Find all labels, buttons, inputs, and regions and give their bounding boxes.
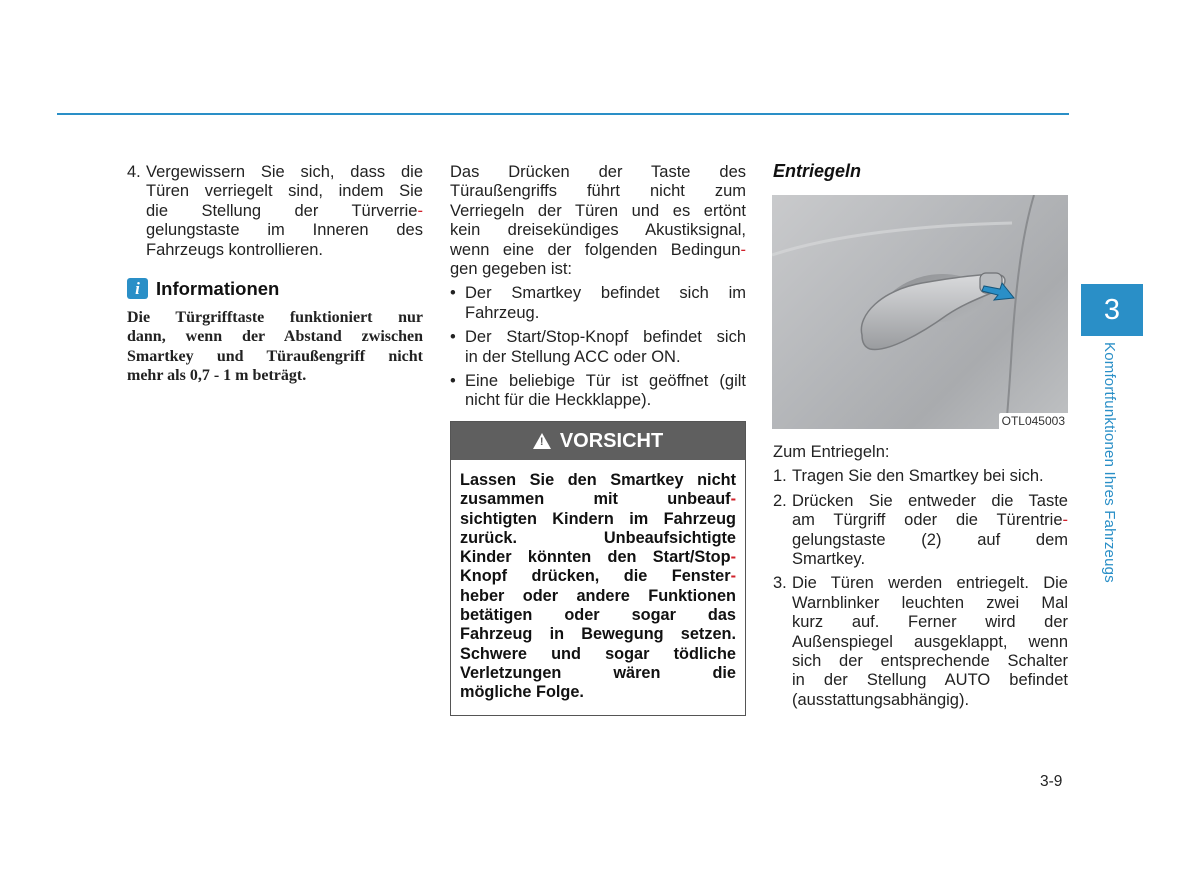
info-heading [127, 278, 423, 299]
line: Der Smartkey befindet sich im [465, 284, 746, 303]
line: gen gegeben ist: [450, 260, 573, 279]
bullet-item [450, 284, 746, 323]
bullet-mark: • [450, 372, 456, 391]
list-number: 3. [773, 574, 787, 593]
line: Die Türgrifftaste funktioniert nur [127, 309, 423, 327]
bullet-mark: • [450, 328, 456, 347]
line: Fahrzeugs kontrollieren. [146, 240, 324, 259]
line: Verriegeln der Türen und es ertönt [450, 201, 746, 220]
line: zurück. Unbeaufsichtigte [460, 528, 736, 547]
list-number: 2. [773, 491, 787, 510]
line: sich der entsprechende Schalter [792, 652, 1068, 671]
bullet-item [450, 372, 746, 411]
door-handle-illustration [772, 195, 1068, 429]
info-icon: i [127, 278, 148, 299]
line: sichtigten Kindern im Fahrzeug [460, 509, 736, 528]
list-number: 1. [773, 467, 787, 486]
line: am Türgriff oder die Türentrie- [792, 511, 1068, 530]
line: Das Drücken der Taste des [450, 163, 746, 181]
door-handle-image [772, 195, 1068, 429]
image-caption: OTL045003 [999, 413, 1068, 429]
line: Vergewissern Sie sich, dass die [146, 163, 423, 181]
line: Tragen Sie den Smartkey bei sich. [792, 467, 1044, 486]
column-1 [127, 163, 423, 385]
warning-header [451, 422, 745, 460]
list-item-3 [773, 574, 1068, 710]
bullet-mark: • [450, 284, 456, 303]
line: Die Türen werden entriegelt. Die [792, 574, 1068, 593]
page-number: 3-9 [1040, 773, 1063, 790]
line: Verletzungen wären die [460, 663, 736, 682]
line: Knopf drücken, die Fenster- [460, 567, 736, 586]
line: Fahrzeug in Bewegung setzen. [460, 625, 736, 644]
column-2 [450, 163, 746, 411]
intro-line: Zum Entriegeln: [773, 443, 890, 461]
line: Smartkey und Türaußengriff nicht [127, 347, 423, 365]
warning-body [451, 460, 745, 703]
line: gelungstaste (2) auf dem [792, 530, 1068, 549]
line: in der Stellung ACC oder ON. [465, 347, 681, 366]
line: Drücken Sie entweder die Taste [792, 491, 1068, 510]
bullet-item [450, 328, 746, 367]
line: die Stellung der Türverrie- [146, 201, 423, 220]
line: Außenspiegel ausgeklappt, wenn [792, 632, 1068, 651]
header-rule [57, 113, 1069, 115]
line: Der Start/Stop-Knopf befindet sich [465, 328, 746, 347]
line: dann, wenn der Abstand zwischen [127, 328, 423, 346]
info-body [127, 308, 423, 385]
line: Schwere und sogar tödliche [460, 644, 736, 663]
column-3 [773, 443, 1068, 710]
line: Smartkey. [792, 550, 866, 569]
line: Türaußengriffs führt nicht zum [450, 182, 746, 201]
line: heber oder andere Funktionen [460, 586, 736, 605]
line: zusammen mit unbeauf- [460, 490, 736, 509]
line: betätigen oder sogar das [460, 606, 736, 625]
info-title: Informationen [156, 277, 280, 299]
warning-triangle-icon: ! [533, 433, 551, 449]
line: Fahrzeug. [465, 303, 540, 322]
line: Kinder könnten den Start/Stop- [460, 548, 736, 567]
list-number: 4. [127, 163, 141, 181]
intro-paragraph [450, 163, 746, 279]
chapter-tab: 3 [1081, 284, 1143, 336]
line: (ausstattungsabhängig). [792, 690, 970, 709]
warning-box [450, 421, 746, 716]
line: nicht für die Heckklappe). [465, 391, 652, 410]
list-item-1 [773, 467, 1068, 486]
line: Eine beliebige Tür ist geöffnet (gilt [465, 372, 746, 391]
chapter-title: Komfortfunktionen Ihres Fahrzeugs [1101, 342, 1118, 583]
line: mehr als 0,7 - 1 m beträgt. [127, 366, 307, 384]
section-title: Entriegeln [773, 161, 862, 181]
warning-title: VORSICHT [559, 429, 664, 452]
line: mögliche Folge. [460, 683, 584, 702]
line: kurz auf. Ferner wird der [792, 613, 1068, 632]
list-item-4 [127, 163, 423, 260]
line: gelungstaste im Inneren des [146, 221, 423, 240]
line: Warnblinker leuchten zwei Mal [792, 593, 1068, 612]
line: Türen verriegelt sind, indem Sie [146, 182, 423, 201]
line: in der Stellung AUTO befindet [792, 671, 1068, 690]
line: wenn eine der folgenden Bedingun- [450, 240, 746, 259]
line: Lassen Sie den Smartkey nicht [460, 471, 736, 489]
list-item-2 [773, 492, 1068, 570]
chapter-title-vertical [1099, 342, 1119, 612]
line: kein dreisekündiges Akustiksignal, [450, 221, 746, 240]
